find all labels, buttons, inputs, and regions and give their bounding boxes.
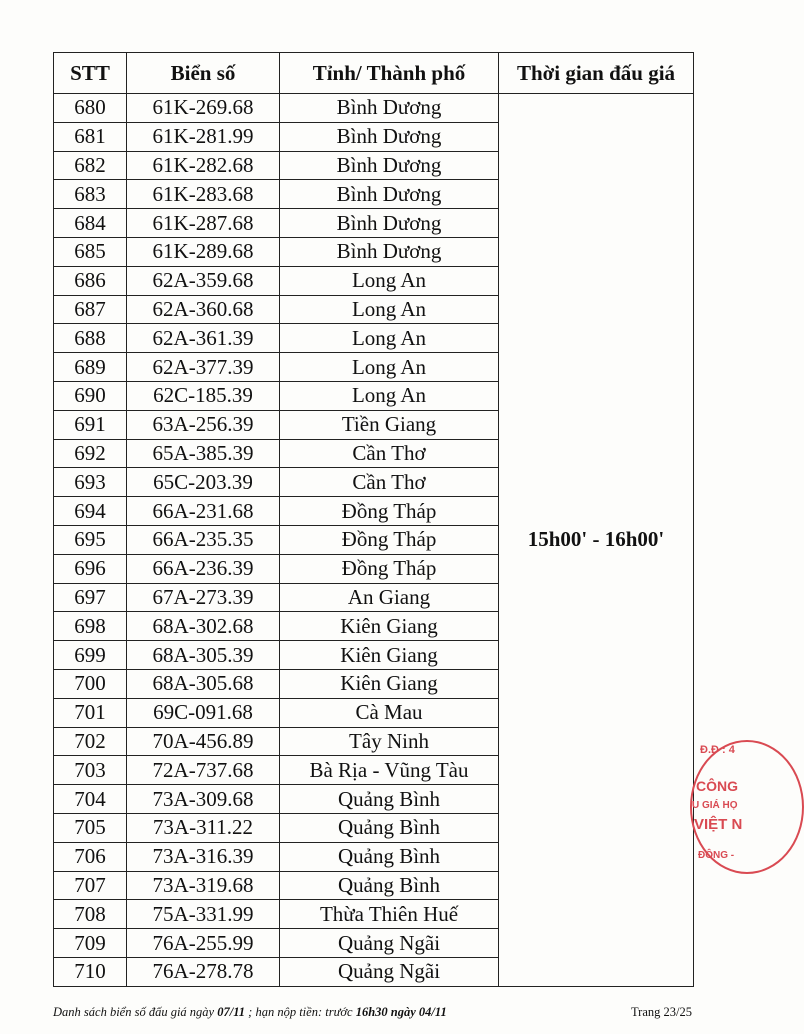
plate-cell: 66A-235.35 [127,525,280,554]
province-cell: Tây Ninh [280,727,499,756]
province-cell: Long An [280,266,499,295]
plate-cell: 61K-269.68 [127,94,280,123]
stt-cell: 703 [54,756,127,785]
plate-cell: 67A-273.39 [127,583,280,612]
stt-cell: 687 [54,295,127,324]
plate-cell: 61K-281.99 [127,122,280,151]
province-cell: Quảng Bình [280,842,499,871]
province-cell: An Giang [280,583,499,612]
stt-cell: 684 [54,209,127,238]
stt-cell: 689 [54,353,127,382]
stamp-text: U GIÁ HỌ [692,800,738,811]
plate-auction-table [53,52,694,987]
plate-cell: 62A-360.68 [127,295,280,324]
table-row [54,94,694,123]
province-cell: Quảng Ngãi [280,957,499,986]
plate-cell: 65C-203.39 [127,468,280,497]
plate-cell: 75A-331.99 [127,900,280,929]
plate-cell: 68A-305.68 [127,669,280,698]
auction-time-cell: 15h00' - 16h00' [499,94,694,987]
province-cell: Thừa Thiên Huế [280,900,499,929]
stt-cell: 680 [54,94,127,123]
stt-cell: 691 [54,410,127,439]
header-plate: Biển số [127,53,280,94]
province-cell: Bình Dương [280,94,499,123]
stt-cell: 695 [54,525,127,554]
province-cell: Quảng Ngãi [280,929,499,958]
stt-cell: 697 [54,583,127,612]
plate-cell: 61K-289.68 [127,237,280,266]
province-cell: Bình Dương [280,151,499,180]
stamp-text: Đ.Đ : 4 [700,744,735,756]
header-auction-time: Thời gian đấu giá [499,53,694,94]
footer-note-date: 07/11 [217,1005,246,1019]
province-cell: Đồng Tháp [280,497,499,526]
plate-cell: 68A-305.39 [127,641,280,670]
plate-cell: 65A-385.39 [127,439,280,468]
stt-cell: 694 [54,497,127,526]
stamp-text: CÔNG [696,778,738,794]
province-cell: Bà Rịa - Vũng Tàu [280,756,499,785]
plate-cell: 70A-456.89 [127,727,280,756]
plate-cell: 76A-255.99 [127,929,280,958]
plate-cell: 76A-278.78 [127,957,280,986]
stt-cell: 692 [54,439,127,468]
province-cell: Quảng Bình [280,871,499,900]
stt-cell: 685 [54,237,127,266]
province-cell: Cần Thơ [280,439,499,468]
page-number: Trang 23/25 [630,1005,692,1019]
footer-note-deadline: 16h30 ngày 04/11 [355,1005,447,1019]
stt-cell: 700 [54,669,127,698]
plate-cell: 62C-185.39 [127,381,280,410]
province-cell: Kiên Giang [280,641,499,670]
plate-cell: 73A-311.22 [127,813,280,842]
stt-cell: 682 [54,151,127,180]
stt-cell: 693 [54,468,127,497]
province-cell: Kiên Giang [280,669,499,698]
province-cell: Long An [280,381,499,410]
plate-cell: 72A-737.68 [127,756,280,785]
stt-cell: 699 [54,641,127,670]
province-cell: Đồng Tháp [280,554,499,583]
header-province: Tỉnh/ Thành phố [280,53,499,94]
province-cell: Cần Thơ [280,468,499,497]
footer-note [53,1005,447,1020]
plate-cell: 69C-091.68 [127,698,280,727]
stt-cell: 702 [54,727,127,756]
table-body [54,94,694,987]
stamp-text: VIỆT N [694,816,743,833]
stt-cell: 707 [54,871,127,900]
plate-cell: 66A-236.39 [127,554,280,583]
plate-cell: 61K-283.68 [127,180,280,209]
plate-cell: 73A-316.39 [127,842,280,871]
stamp-text: ĐÔNG - [698,850,735,861]
province-cell: Kiên Giang [280,612,499,641]
plate-cell: 61K-287.68 [127,209,280,238]
stt-cell: 688 [54,324,127,353]
plate-cell: 66A-231.68 [127,497,280,526]
plate-cell: 68A-302.68 [127,612,280,641]
plate-cell: 73A-309.68 [127,785,280,814]
province-cell: Bình Dương [280,209,499,238]
province-cell: Quảng Bình [280,813,499,842]
province-cell: Long An [280,353,499,382]
province-cell: Bình Dương [280,237,499,266]
stt-cell: 690 [54,381,127,410]
plate-cell: 62A-361.39 [127,324,280,353]
province-cell: Bình Dương [280,180,499,209]
province-cell: Bình Dương [280,122,499,151]
province-cell: Long An [280,324,499,353]
province-cell: Quảng Bình [280,785,499,814]
plate-cell: 61K-282.68 [127,151,280,180]
red-seal-stamp [690,740,804,874]
stt-cell: 708 [54,900,127,929]
stt-cell: 696 [54,554,127,583]
footer-note-prefix: Danh sách biển số đấu giá ngày [53,1005,218,1019]
footer-note-middle: ; hạn nộp tiền: trước [245,1005,356,1019]
stt-cell: 706 [54,842,127,871]
stt-cell: 698 [54,612,127,641]
stt-cell: 683 [54,180,127,209]
stt-cell: 710 [54,957,127,986]
stt-cell: 704 [54,785,127,814]
stt-cell: 686 [54,266,127,295]
province-cell: Đồng Tháp [280,525,499,554]
table-header-row [54,53,694,94]
stt-cell: 705 [54,813,127,842]
plate-cell: 62A-377.39 [127,353,280,382]
stt-cell: 701 [54,698,127,727]
stt-cell: 681 [54,122,127,151]
province-cell: Cà Mau [280,698,499,727]
province-cell: Long An [280,295,499,324]
plate-cell: 63A-256.39 [127,410,280,439]
header-stt: STT [54,53,127,94]
province-cell: Tiền Giang [280,410,499,439]
plate-cell: 62A-359.68 [127,266,280,295]
plate-cell: 73A-319.68 [127,871,280,900]
stt-cell: 709 [54,929,127,958]
